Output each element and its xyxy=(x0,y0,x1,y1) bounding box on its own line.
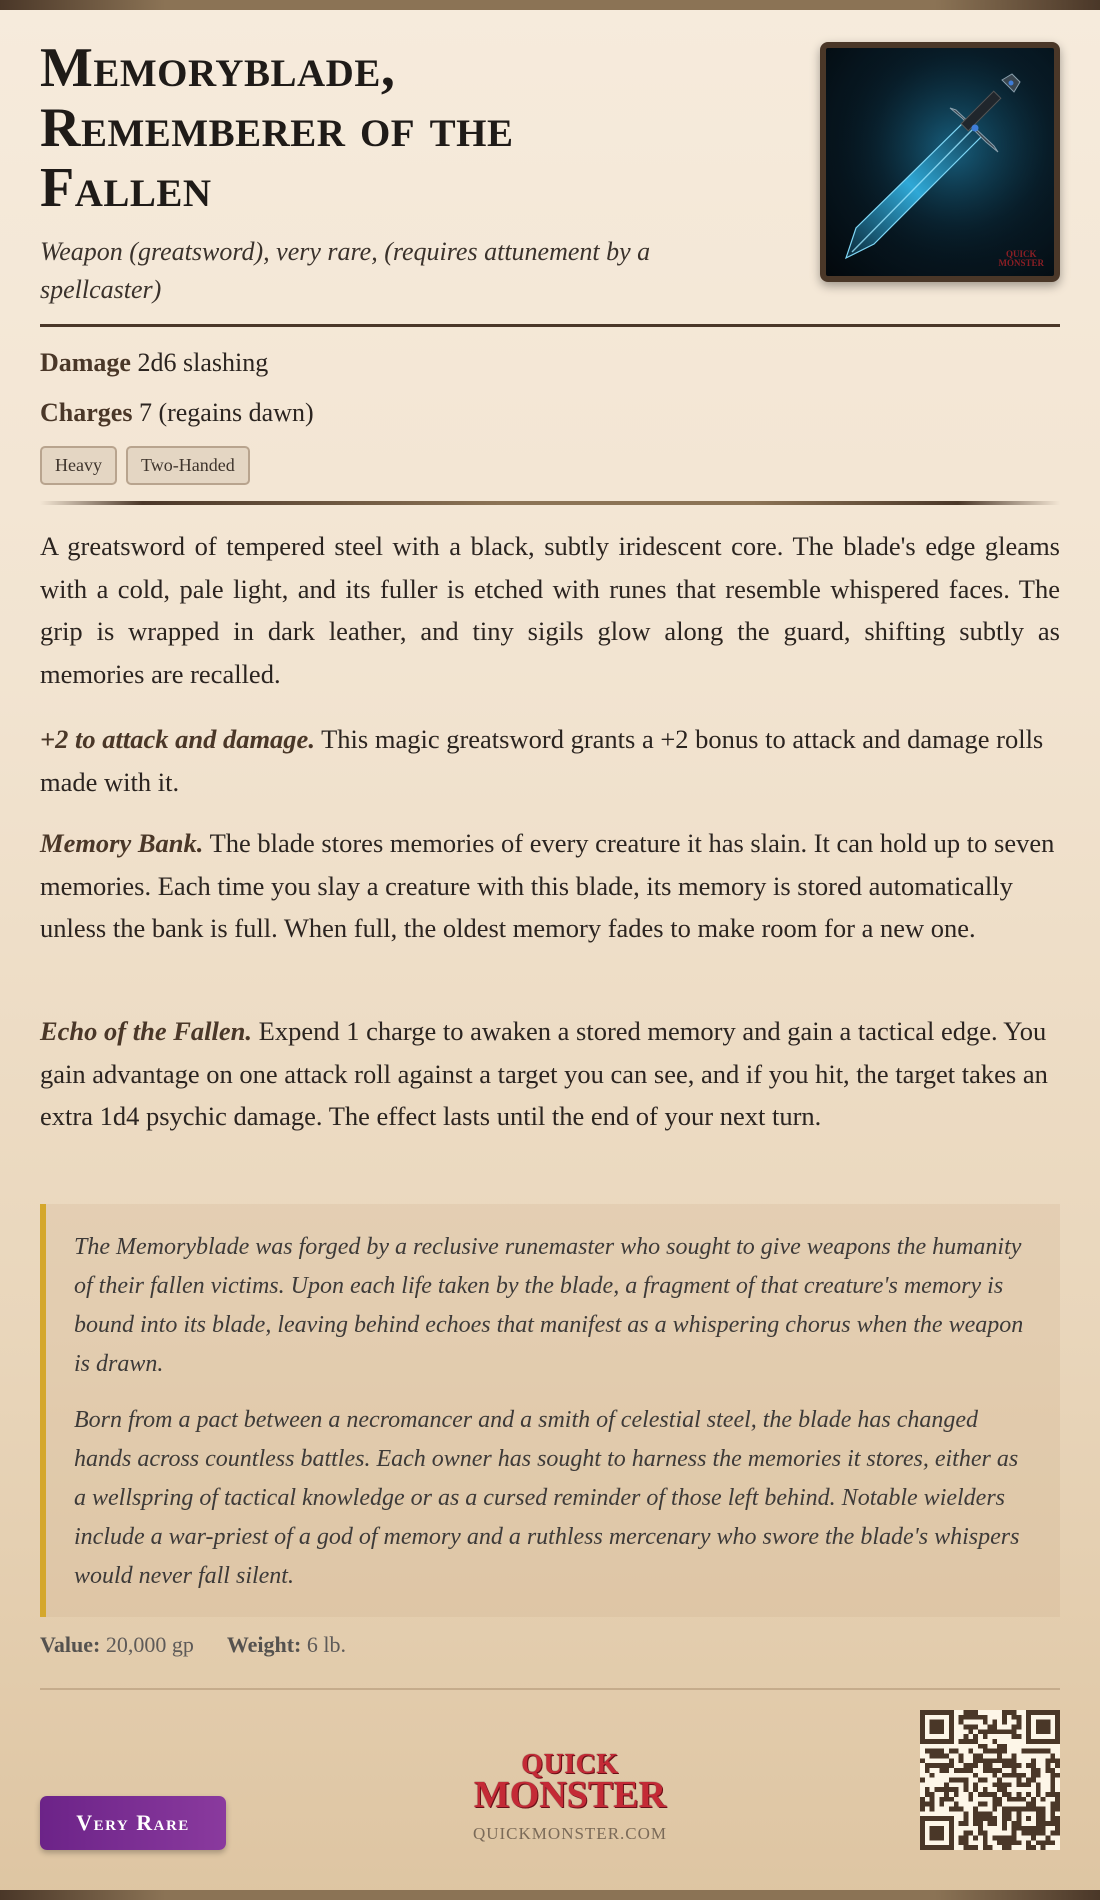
value-weight-line xyxy=(40,1628,346,1662)
feature-text: Expend 1 charge to awaken a stored memory and gain a tactical edge. You gain advantage on one attack roll against a target you can see, and if you hit, the target takes an extra 1d4 psychic damage. The effect lasts until the end of your next turn. xyxy=(40,1016,1048,1131)
property-tags xyxy=(40,446,250,485)
property-charges xyxy=(40,396,314,430)
lore-paragraph: The Memoryblade was forged by a reclusive runemaster who sought to give weapons the humanity of their fallen victims. Upon each life taken by the blade, a fragment of that creature's memory is bound into its blade, leaving behind echoes that manifest as a whispering chorus when the weapon is drawn. xyxy=(74,1234,1024,1377)
image-watermark xyxy=(998,250,1044,268)
qr-code-graphic xyxy=(920,1710,1060,1850)
image-watermark-line1: QUICK xyxy=(1005,249,1037,259)
feature-echo-of-the-fallen xyxy=(40,1010,1060,1138)
property-damage xyxy=(40,346,268,380)
feature-name: Echo of the Fallen. xyxy=(40,1016,253,1046)
value-label: Value: xyxy=(40,1632,101,1657)
logo-line2: MONSTER xyxy=(473,1774,667,1816)
footer-divider xyxy=(40,1688,1060,1690)
header-divider xyxy=(40,324,1060,327)
property-label: Charges xyxy=(40,398,133,427)
property-label: Damage xyxy=(40,348,131,377)
feature-text: The blade stores memories of every creature it has slain. It can hold up to seven memories. Each time you slay a creature with this blade, its memory is stored automatically unless the bank is full. When full, the oldest memory fades to make room for a new one. xyxy=(40,828,1055,943)
tag-two-handed: Two-Handed xyxy=(126,446,250,485)
item-subtitle: Weapon (greatsword), very rare, (requires attunement by a spellcaster) xyxy=(40,237,651,304)
weight-amount: 6 lb. xyxy=(306,1632,346,1657)
feature-memory-bank xyxy=(40,822,1060,950)
item-description: A greatsword of tempered steel with a black, subtly iridescent core. The blade's edge gleams with a cold, pale light, and its fuller is etched with runes that resemble whispered faces. The grip is wrapped in dark leather, and tiny sigils glow along the guard, shifting subtly as memories are recalled. xyxy=(40,531,1060,689)
tag-heavy: Heavy xyxy=(40,446,117,485)
property-value: 7 (regains dawn) xyxy=(138,398,314,427)
bottom-border-bar xyxy=(0,1890,1100,1900)
site-url-link[interactable]: QUICKMONSTER.COM xyxy=(472,1824,668,1843)
value-amount: 20,000 gp xyxy=(105,1632,194,1657)
feature-attack-bonus xyxy=(40,718,1060,803)
section-divider xyxy=(40,501,1060,505)
property-value: 2d6 slashing xyxy=(137,348,269,377)
item-title: Memoryblade, Rememberer of the Fallen xyxy=(40,37,514,219)
rarity-badge: Very Rare xyxy=(40,1796,226,1850)
logo-line1: QUICK xyxy=(521,1749,619,1780)
image-watermark-line2: MONSTER xyxy=(998,258,1044,268)
lore-block xyxy=(40,1204,1060,1617)
item-image xyxy=(820,42,1060,282)
sword-icon xyxy=(826,48,1054,276)
feature-name: +2 to attack and damage. xyxy=(40,724,315,754)
qr-code-icon[interactable] xyxy=(920,1710,1060,1850)
lore-paragraph: Born from a pact between a necromancer and a smith of celestial steel, the blade has changed hands across countless battles. Each owner has sought to harness the memories it stores, either as a wellspring of tactical knowledge or as a cursed reminder of those left behind. Notable wielders include a war-priest of a god of memory and a ruthless mercenary who swore the blade's whispers would never fall silent. xyxy=(74,1407,1020,1589)
quickmonster-logo[interactable] xyxy=(450,1749,690,1844)
feature-name: Memory Bank. xyxy=(40,828,204,858)
top-border-bar xyxy=(0,0,1100,10)
weight-label: Weight: xyxy=(226,1632,302,1657)
feature-text: This magic greatsword grants a +2 bonus to attack and damage rolls made with it. xyxy=(40,724,1044,797)
